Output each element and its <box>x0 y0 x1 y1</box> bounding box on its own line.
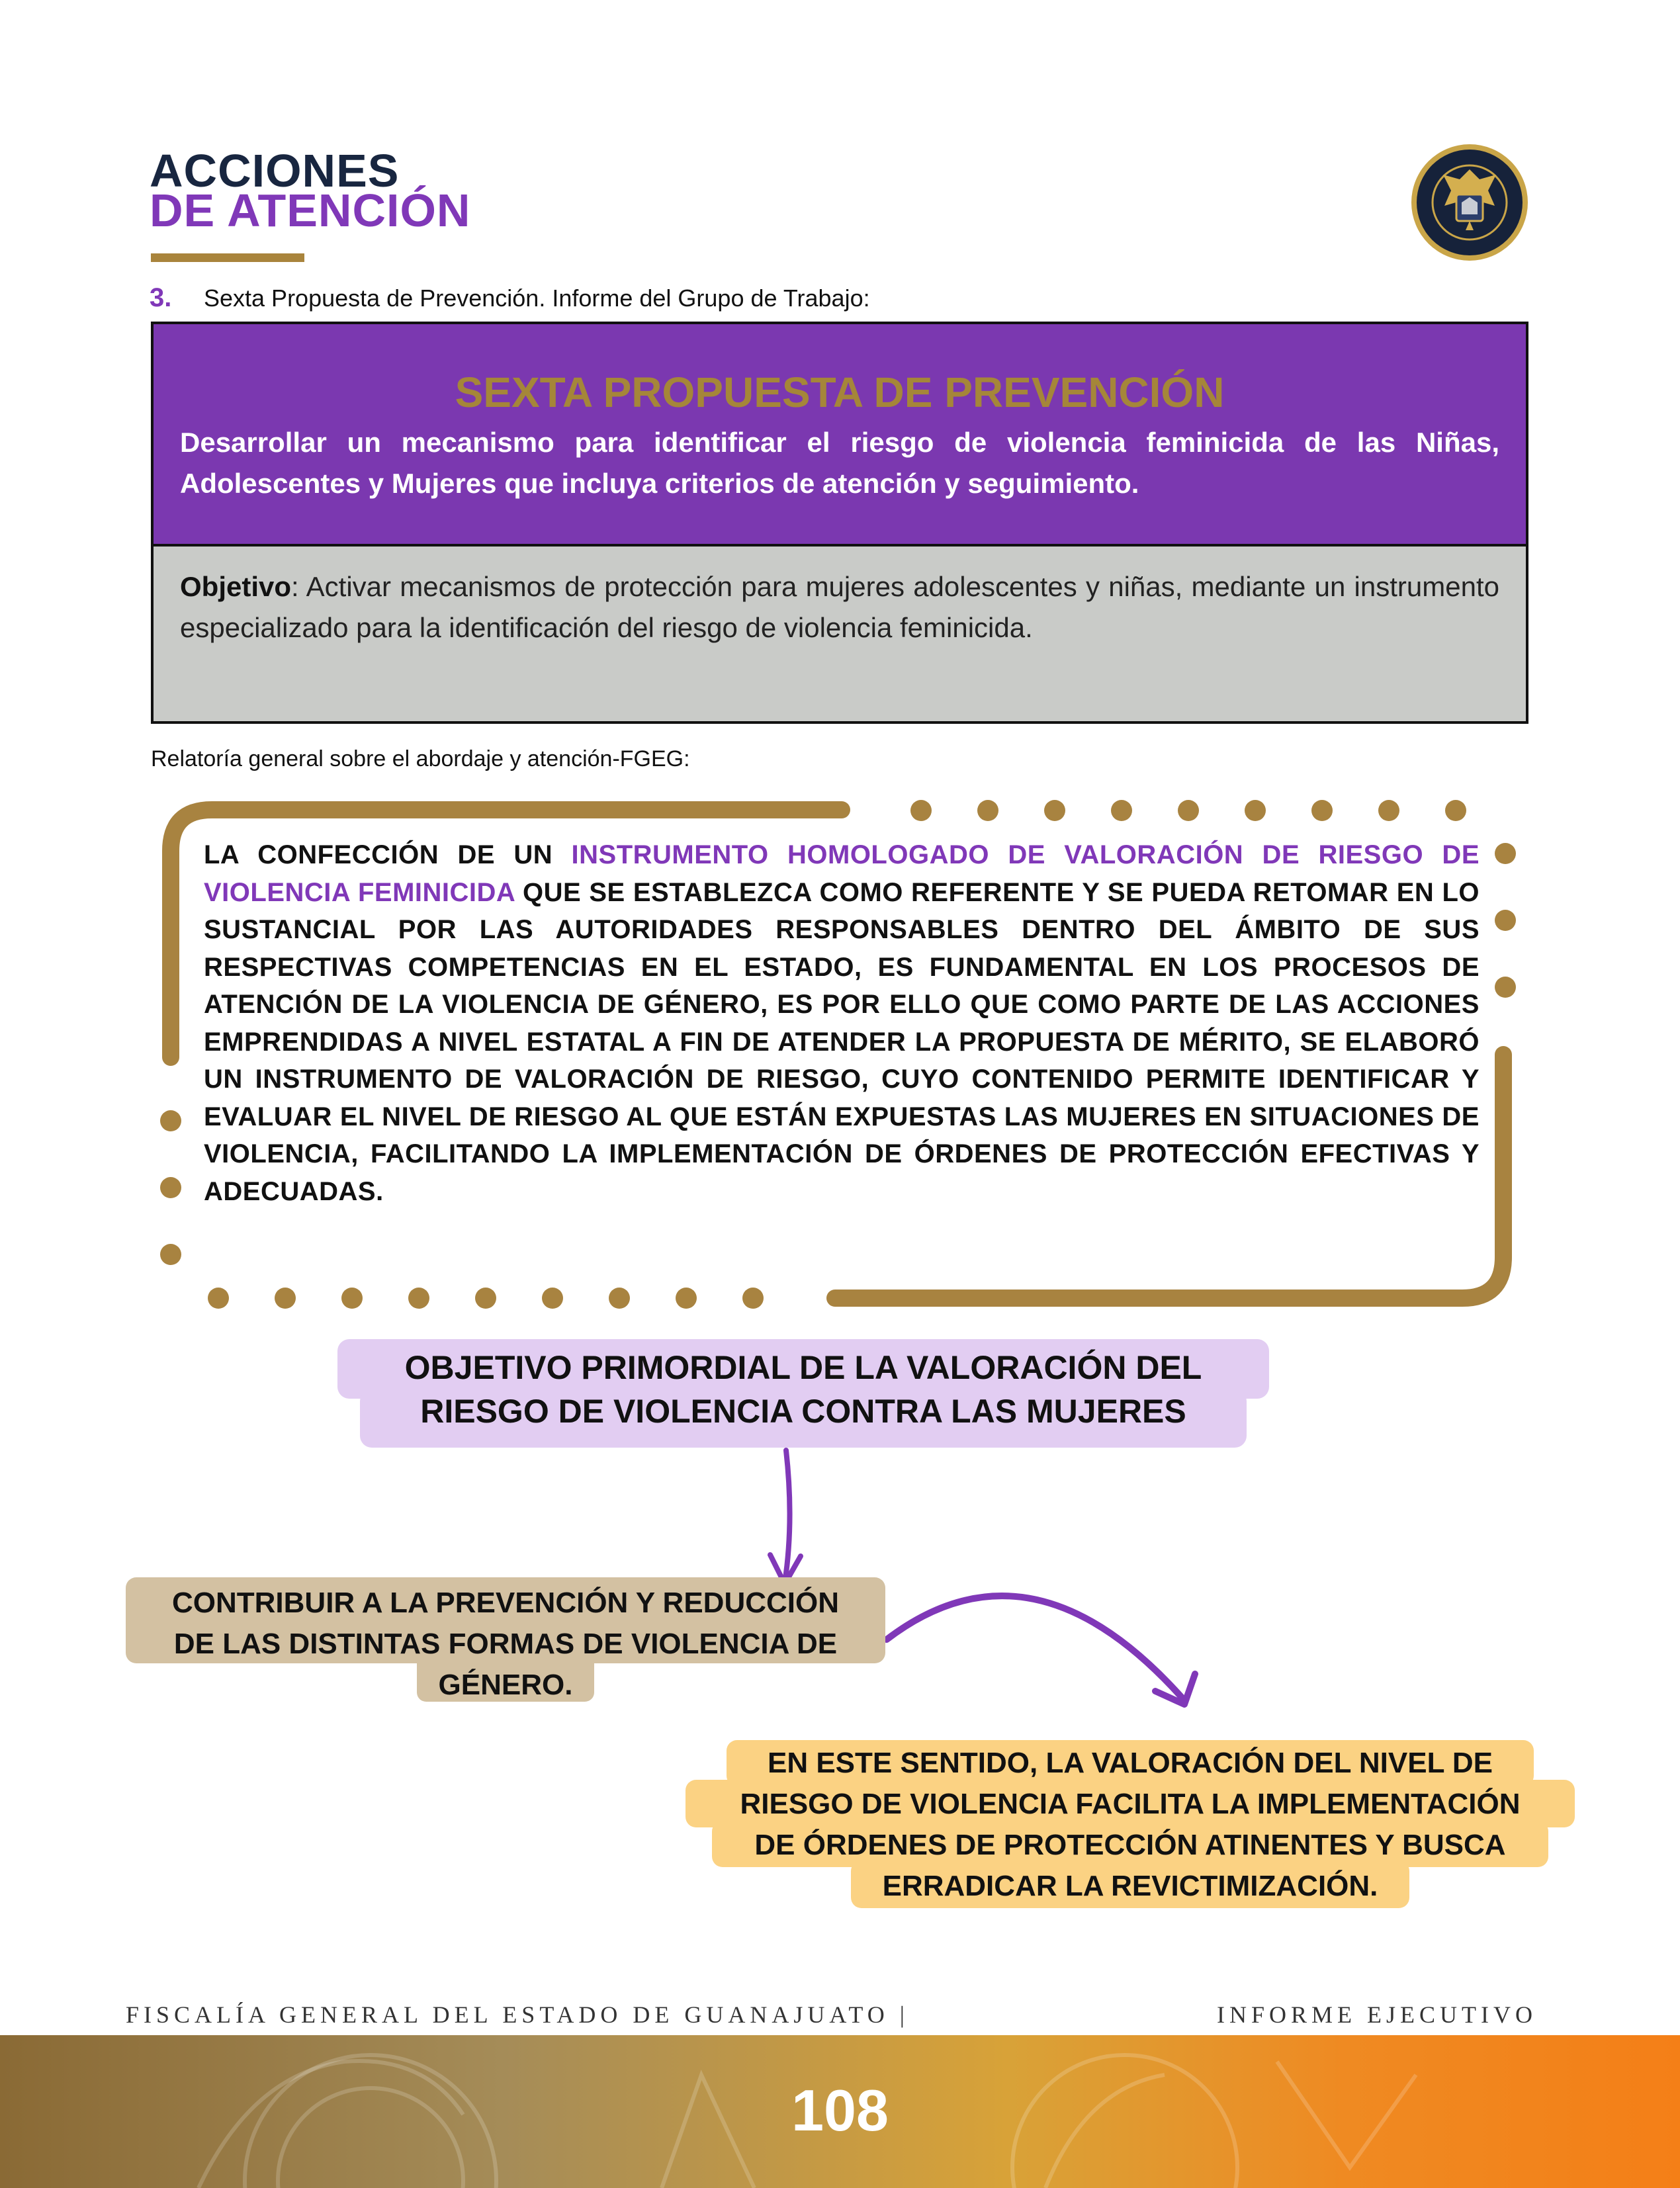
section-title-line2: DE ATENCIÓN <box>150 185 471 236</box>
contribute-line1: CONTRIBUIR A LA PREVENCIÓN Y REDUCCIÓN <box>171 1587 839 1619</box>
item-text: Sexta Propuesta de Prevención. Informe del Grupo de Trabajo: <box>204 284 870 312</box>
arrow-down-icon <box>770 1450 801 1584</box>
contribute-line3: GÉNERO. <box>438 1669 573 1701</box>
sentido-text <box>685 1743 1575 1907</box>
objective-label: Objetivo <box>180 571 292 602</box>
footer-institution: FISCALÍA GENERAL DEL ESTADO DE GUANAJUATO | <box>126 2001 909 2028</box>
paragraph-part1: LA CONFECCIÓN DE UN <box>204 840 572 869</box>
sentido-box <box>685 1740 1575 1912</box>
objective-line2: RIESGO DE VIOLENCIA CONTRA LAS MUJERES <box>420 1393 1186 1430</box>
relatoria-heading: Relatoría general sobre el abordaje y atención-FGEG: <box>151 746 690 771</box>
item-number: 3. <box>150 283 172 312</box>
objective-text: : Activar mecanismos de protección para mujeres adolescentes y niñas, mediante un instrumento especializado para la identificación del riesgo de violencia feminicida. <box>180 571 1499 643</box>
footer-report-title: INFORME EJECUTIVO <box>1217 2001 1537 2028</box>
paragraph-highlight: INSTRUMENTO HOMOLOGADO DE VALORACIÓN DE RIESGO DE VIOLENCIA FEMINICIDA <box>204 840 1480 907</box>
page-number: 108 <box>791 2078 889 2143</box>
arrow-curved-icon <box>887 1596 1195 1704</box>
contribute-line2: DE LAS DISTINTAS FORMAS DE VIOLENCIA DE <box>173 1628 838 1660</box>
objective-line1: OBJETIVO PRIMORDIAL DE LA VALORACIÓN DEL <box>404 1349 1202 1386</box>
paragraph-part2: QUE SE ESTABLEZCA COMO REFERENTE Y SE PUEDA RETOMAR EN LO SUSTANCIAL POR LAS AUTORIDADES RESPONSABLES DENTRO DEL ÁMBITO DE SUS RESPECTIVAS COMPETENCIAS EN EL ESTADO, ES FUNDAMENTAL EN LOS PROCESOS DE ATENCIÓN DE LA VIOLENCIA DE GÉNERO, ES POR ELLO QUE COMO PARTE DE LAS ACCIONES EMPRENDIDAS A NIVEL ESTATAL A FIN DE ATENDER LA PROPUESTA DE MÉRITO, SE ELABORÓ UN INSTRUMENTO DE VALORACIÓN DE RIESGO, CUYO CONTENIDO PERMITE IDENTIFICAR Y EVALUAR EL NIVEL DE RIESGO AL QUE ESTÁN EXPUESTAS LAS MUJERES EN SITUACIONES DE VIOLENCIA, FACILITANDO LA IMPLEMENTACIÓN DE ÓRDENES DE PROTECCIÓN EFECTIVAS Y ADECUADAS. <box>204 877 1480 1206</box>
proposal-description: Desarrollar un mecanismo para identificar el riesgo de violencia feminicida de las Niñas, Adolescentes y Mujeres que incluya criterios de atención y seguimiento. <box>180 427 1499 499</box>
contribute-text <box>126 1583 885 1706</box>
sentido-line3: DE ÓRDENES DE PROTECCIÓN ATINENTES Y BUSCA <box>754 1829 1506 1861</box>
section-title-line1: ACCIONES <box>150 145 400 197</box>
sentido-line1: EN ESTE SENTIDO, LA VALORACIÓN DEL NIVEL DE <box>767 1747 1493 1779</box>
sentido-line4: ERRADICAR LA REVICTIMIZACIÓN. <box>882 1870 1378 1902</box>
proposal-title: SEXTA PROPUESTA DE PREVENCIÓN <box>455 369 1225 416</box>
sentido-line2: RIESGO DE VIOLENCIA FACILITA LA IMPLEMENTACIÓN <box>740 1788 1521 1820</box>
contribute-box <box>126 1577 885 1707</box>
